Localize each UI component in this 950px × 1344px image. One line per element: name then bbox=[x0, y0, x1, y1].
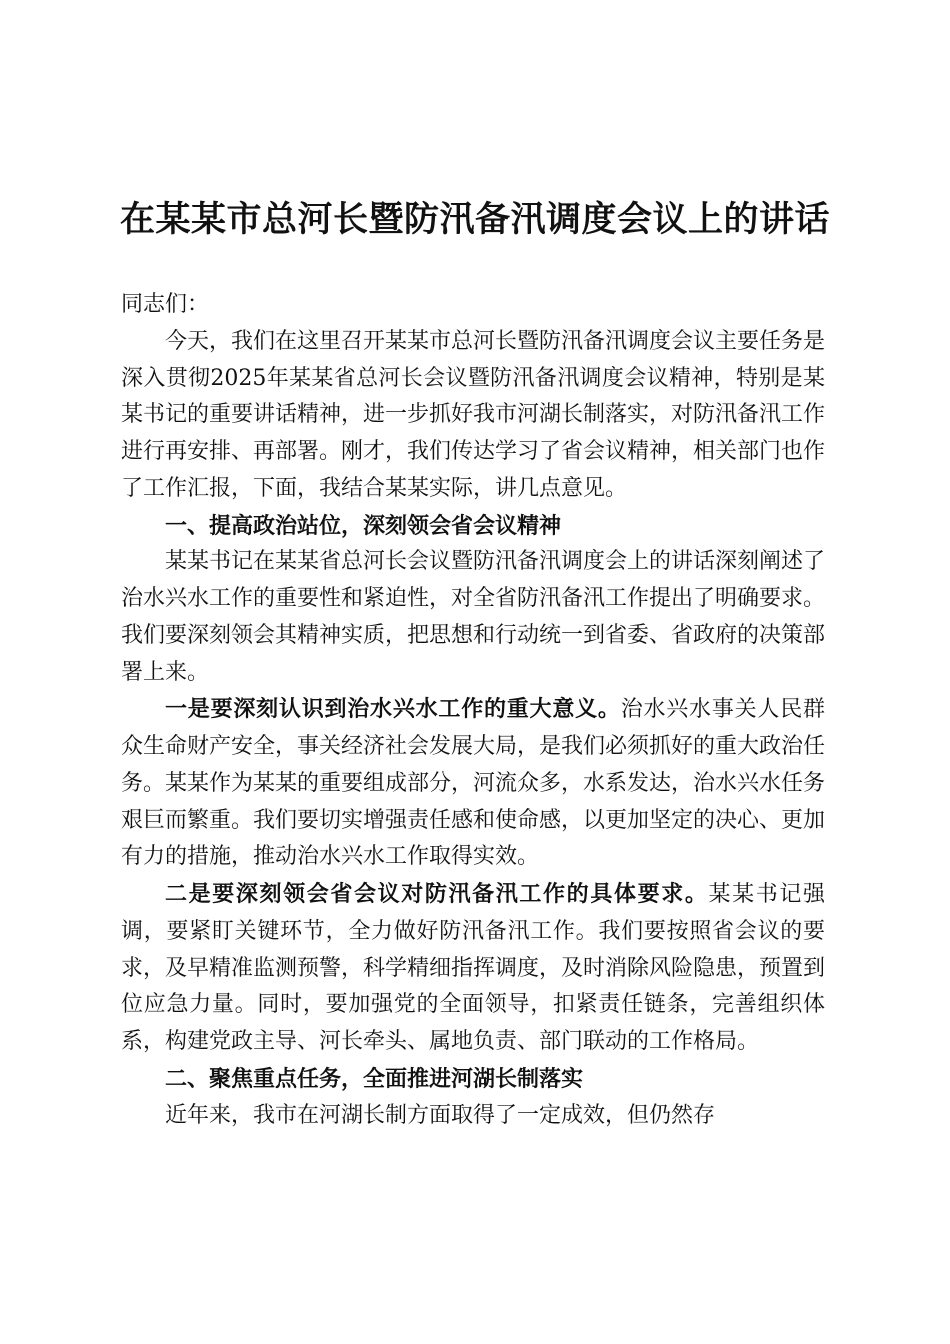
point-2-paragraph bbox=[121, 876, 825, 1061]
section-2-paragraph: 近年来，我市在河湖长制方面取得了一定成效，但仍然存 bbox=[165, 1102, 716, 1128]
document-body bbox=[121, 287, 825, 1134]
section-heading-2: 二、聚焦重点任务，全面推进河湖长制落实 bbox=[165, 1065, 584, 1092]
point-1-paragraph bbox=[121, 691, 825, 876]
point-2-lead: 二是要深刻领会省会议对防汛备汛工作的具体要求。 bbox=[165, 881, 709, 907]
intro-paragraph: 今天，我们在这里召开某某市总河长暨防汛备汛调度会议主要任务是深入贯彻2025年某某省总河长会议暨防汛备汛调度会议精神，特别是某某书记的重要讲话精神，进一步抓好我市河湖长制落实，对防汛备汛工作进行再安排、再部署。刚才，我们传达学习了省会议精神，相关部门也作了工作汇报，下面，我结合某某实际，讲几点意见。 bbox=[121, 328, 826, 501]
section-heading-1: 一、提高政治站位，深刻领会省会议精神 bbox=[165, 512, 562, 539]
salutation: 同志们： bbox=[121, 292, 210, 317]
point-1-lead: 一是要深刻认识到治水兴水工作的重大意义。 bbox=[165, 696, 621, 723]
section-1-paragraph: 某某书记在某某省总河长会议暨防汛备汛调度会上的讲话深刻阐述了治水兴水工作的重要性和紧迫性，对全省防汛备汛工作提出了明确要求。我们要深刻领会其精神实质，把思想和行动统一到省委、省政府的决策部署上来。 bbox=[121, 549, 826, 685]
point-2-text: 某某书记强调，要紧盯关键环节，全力做好防汛备汛工作。我们要按照省会议的要求，及早精准监测预警，科学精细指挥调度，及时消除风险隐患，预置到位应急力量。同时，要加强党的全面领导，扣紧责任链条，完善组织体系，构建党政主导、河长牵头、属地负责、部门联动的工作格局。 bbox=[121, 882, 826, 1054]
point-1-text: 治水兴水事关人民群众生命财产安全，事关经济社会发展大局，是我们必须抓好的重大政治任务。某某作为某某的重要组成部分，河流众多，水系发达，治水兴水任务艰巨而繁重。我们要切实增强责任感和使命感，以更加坚定的决心、更加有力的措施，推动治水兴水工作取得实效。 bbox=[121, 697, 826, 870]
document-title: 在某某市总河长暨防汛备汛调度会议上的讲话 bbox=[119, 199, 830, 240]
